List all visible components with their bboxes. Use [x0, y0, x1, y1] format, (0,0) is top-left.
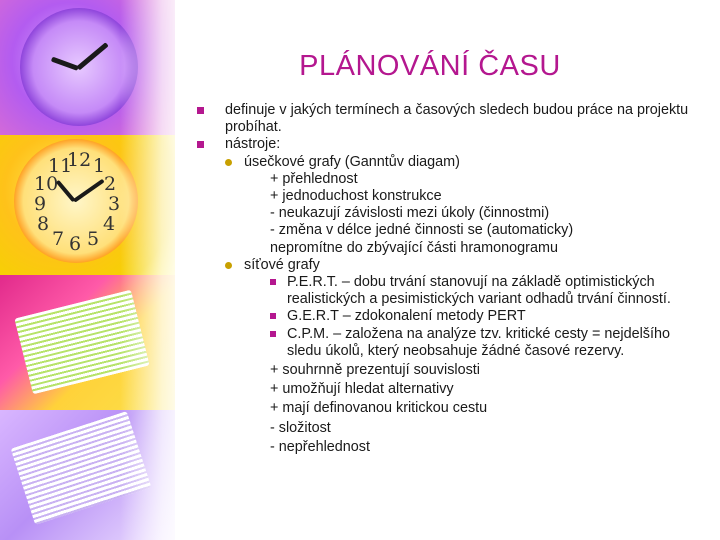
note-line — [192, 188, 692, 205]
list-item-text: P.E.R.T. – dobu trvání stanovují na základě optimistických realistických a pesimistických variant odhadů trvání činností. — [287, 274, 671, 308]
square-bullet-icon — [270, 279, 276, 285]
note-line — [192, 400, 692, 417]
clock-numeral: 11 — [48, 155, 73, 177]
clock-numeral: 3 — [108, 193, 121, 215]
note-text: - neukazují závislosti mezi úkoly (činnostmi) — [270, 205, 550, 222]
note-line — [192, 439, 692, 456]
clock-numeral: 10 — [34, 173, 59, 195]
clock-numeral: 6 — [69, 233, 82, 255]
note-text: + souhrnně prezentují souvislosti — [270, 362, 480, 379]
list-item-text: nástroje: — [225, 136, 281, 153]
round-bullet-icon — [225, 159, 232, 166]
list-item — [192, 274, 692, 308]
clock-numeral: 5 — [87, 228, 100, 250]
list-item-text: C.P.M. – založena na analýze tzv. kritické cesty = nejdelšího sledu úkolů, který neobsahuje žádné časové rezervy. — [287, 325, 671, 359]
clock-numeral: 9 — [34, 193, 47, 215]
note-text: + mají definovanou kritickou cestu — [270, 400, 488, 417]
slide-content — [192, 102, 692, 456]
list-item — [192, 136, 692, 153]
list-item — [192, 326, 692, 360]
square-bullet-icon — [270, 331, 276, 337]
note-text: - nepřehlednost — [270, 438, 371, 455]
note-line — [192, 362, 692, 379]
list-item-text: úsečkové grafy (Ganntův diagam) — [244, 153, 460, 170]
clock-numeral: 12 — [67, 149, 92, 171]
list-item — [192, 102, 692, 136]
note-line — [192, 420, 692, 437]
list-item-text: G.E.R.T – zdokonalení metody PERT — [287, 308, 526, 325]
list-item — [192, 154, 692, 171]
note-text: + umožňují hledat alternativy — [270, 381, 454, 398]
square-bullet-icon — [197, 141, 204, 148]
list-item-text: definuje v jakých termínech a časových sledech budou práce na projektu probíhat. — [225, 102, 689, 136]
note-text: - změna v délce jedné činnosti se (automaticky) nepromítne do zbývající části hramonogramu — [270, 222, 574, 256]
note-line — [192, 171, 692, 188]
clock-numeral: 7 — [52, 228, 65, 250]
note-text: + jednoduchost konstrukce — [270, 188, 442, 205]
list-item — [192, 308, 692, 325]
list-item-text: síťové grafy — [244, 256, 320, 273]
round-bullet-icon — [225, 262, 232, 269]
square-bullet-icon — [270, 313, 276, 319]
note-line — [192, 222, 625, 256]
square-bullet-icon — [197, 107, 204, 114]
clock-numeral: 1 — [93, 155, 106, 177]
clock-numeral: 2 — [104, 173, 117, 195]
clock-numeral: 4 — [103, 213, 116, 235]
clock-numeral: 8 — [37, 213, 50, 235]
list-item — [192, 257, 692, 274]
note-line — [192, 205, 692, 222]
note-text: + přehlednost — [270, 170, 358, 187]
note-line — [192, 381, 692, 398]
note-text: - složitost — [270, 419, 331, 436]
page-title: PLÁNOVÁNÍ ČASU — [299, 50, 561, 82]
